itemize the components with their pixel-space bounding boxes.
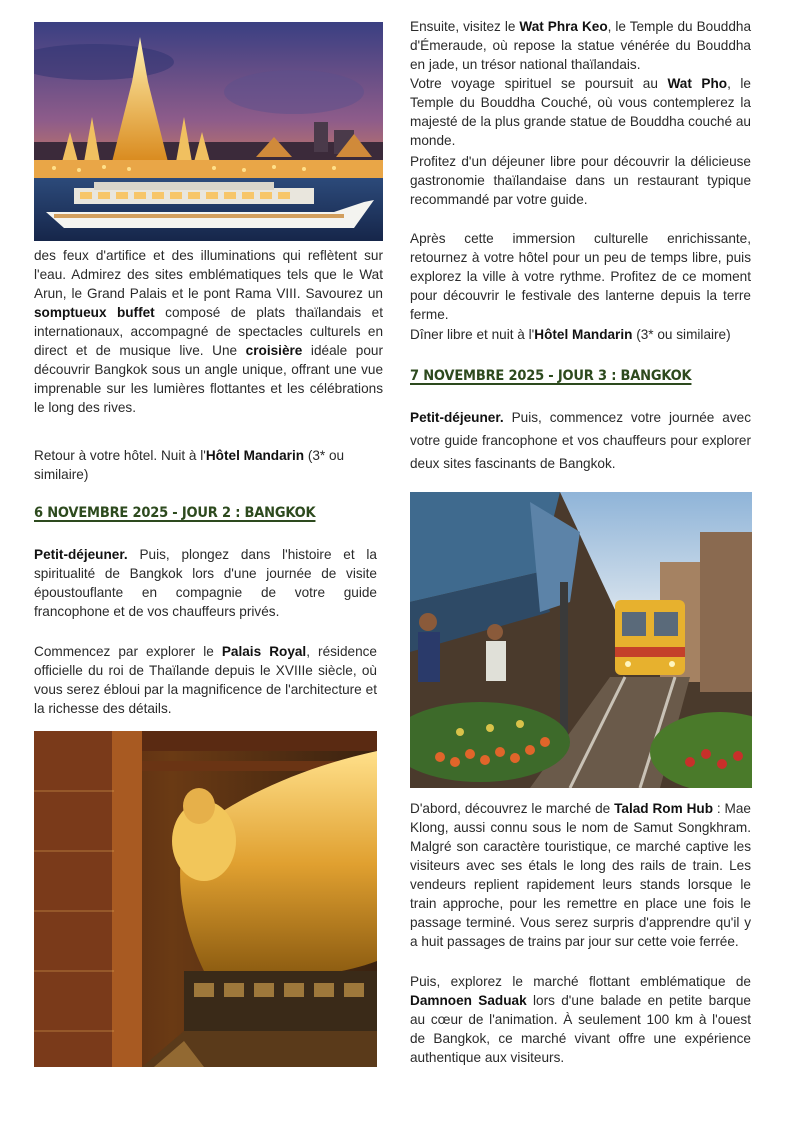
talad-rom-hub-paragraph: D'abord, découvrez le marché de Talad Rom Hub : Mae Klong, aussi connu sous le nom de Samut Songkhram. Malgré son caractère touristique, ce marché captive les visiteurs avec ses étals le long des rails de train. Les vendeurs replient rapidement leurs stands lorsque le train approche, pour les remettre en place une fois le passage terminé. Vous serez surpris d'apprendre qu'il y a huit passages de trains par jour sur cette voie ferrée. [410,801,751,949]
wat-phra-keo-paragraph: Ensuite, visitez le Wat Phra Keo, le Temple du Bouddha d'Émeraude, où repose la statue vénérée du Bouddha en jade, un trésor national thaïlandais. [410,19,751,72]
dinner-paragraph: Dîner libre et nuit à l'Hôtel Mandarin (3* ou similaire) [410,327,731,342]
evening-cruise-paragraph: des feux d'artifice et des illuminations qui reflètent sur l'eau. Admirez des sites emblématiques tels que le Wat Arun, le Grand Palais et le pont Rama VIII. Savourez un somptueux buffet composé de plats thaïlandais et internationaux, accompagné de spectacles culturels en direct et de musique live. Une croisière idéale pour découvrir Bangkok sous un angle unique, offrant une vue imprenable sur les lumières flottantes et les célébrations le long des rives. [34,248,384,415]
return-hotel-paragraph: Retour à votre hôtel. Nuit à l'Hôtel Mandarin (3* ou similaire) [34,448,345,482]
wat-pho-paragraph: Votre voyage spirituel se poursuit au Wat Pho, le Temple du Bouddha Couché, où vous contemplerez la majesté de la plus grande statue de Bouddha couché au monde. [410,76,751,148]
day2-breakfast-paragraph: Petit-déjeuner. Puis, plongez dans l'histoire et la spiritualité de Bangkok lors d'une journée de visite époustouflante en compagnie de votre guide francophone et de vos chauffeurs privés. [34,547,377,619]
day2-heading: 6 NOVEMBRE 2025 - JOUR 2 : BANGKOK [34,505,316,521]
day3-heading: 7 NOVEMBRE 2025 - JOUR 3 : BANGKOK [410,368,692,384]
day3-breakfast-paragraph: Petit-déjeuner. Puis, commencez votre journée avec votre guide francophone et vos chauffeurs pour explorer deux sites fascinants de Bangkok. [410,410,751,471]
reclining-buddha-photo [34,731,377,1067]
damnoen-saduak-paragraph: Puis, explorez le marché flottant emblématique de Damnoen Saduak lors d'une balade en petite barque au cœur de l'animation. À seulement 100 km à l'ouest de Bangkok, ce marché vivant offre une expérience authentique aux visiteurs. [410,974,751,1065]
railway-market-photo [410,492,752,788]
free-time-paragraph: Après cette immersion culturelle enrichissante, retournez à votre hôtel pour un peu de temps libre, puis explorez la ville à votre rythme. Profitez de ce moment pour découvrir le festivale des lanterne depuis la terre ferme. [410,231,751,322]
wat-arun-cruise-photo [34,22,383,241]
royal-palace-paragraph: Commencez par explorer le Palais Royal, résidence officielle du roi de Thaïlande depuis le XVIIIe siècle, où vous serez ébloui par la magnificence de l'architecture et la richesse des détails. [34,644,377,716]
lunch-paragraph: Profitez d'un déjeuner libre pour découvrir la délicieuse gastronomie thaïlandaise dans un restaurant typique recommandé par votre guide. [410,154,751,207]
